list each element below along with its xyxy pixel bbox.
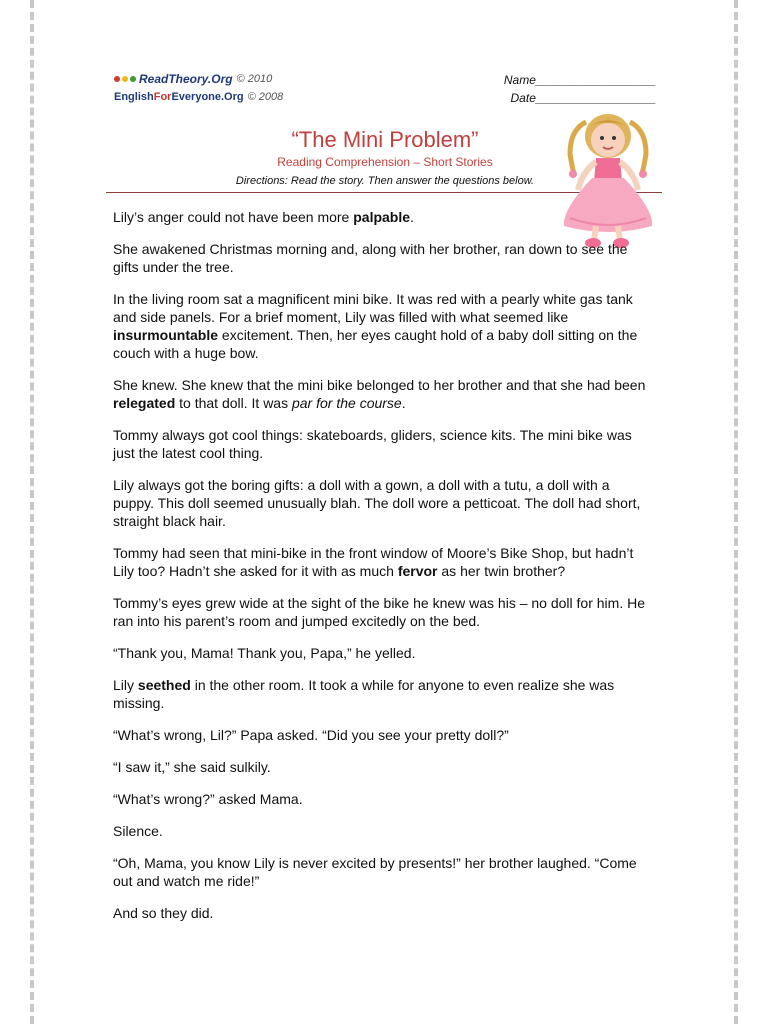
page-edge-right (734, 0, 738, 1024)
story-paragraph: Lily always got the boring gifts: a doll with a gown, a doll with a tutu, a doll with a puppy. This doll seemed unusually blah. The doll wore a petticoat. The doll had short, straight black hair. (113, 477, 641, 529)
story-paragraph: “I saw it,” she said sulkily. (113, 759, 271, 775)
story-title: “The Mini Problem” (291, 127, 479, 152)
vocab-word: palpable (353, 209, 411, 225)
story-paragraph: Silence. (113, 823, 163, 839)
story-paragraph: Tommy always got cool things: skateboards, gliders, science kits. The mini bike was just the latest cool thing. (113, 427, 632, 461)
vocab-word: insurmountable (113, 327, 219, 343)
efe-name-part2: For (153, 91, 172, 103)
yellow-dot (122, 76, 128, 82)
efe-name-part1: English (114, 91, 154, 103)
brand-block (114, 70, 283, 106)
efe-name (114, 88, 244, 106)
readtheory-copyright: © 2010 (236, 73, 273, 85)
story-paragraph: She knew. She knew that the mini bike belonged to her brother and that she had been relegated to that doll. It was par for the course. (113, 377, 646, 411)
story-paragraph: In the living room sat a magnificent mini bike. It was red with a pearly white gas tank and side panels. For a brief moment, Lily was filled with what seemed like insurmountable excitement. Then, her eyes caught hold of a baby doll sitting on the couch with a huge bow. (113, 291, 638, 361)
vocab-word: fervor (397, 563, 438, 579)
story-paragraph: Tommy had seen that mini-bike in the front window of Moore’s Bike Shop, but hadn’t Lily too? Hadn’t she asked for it with as much fervor as her twin brother? (113, 545, 634, 579)
story-paragraph: “Oh, Mama, you know Lily is never excited by presents!” her brother laughed. “Come out and watch me ride!” (113, 855, 637, 889)
red-dot (114, 76, 120, 82)
name-field[interactable]: Name__________________ (503, 73, 656, 87)
page-edge-left (30, 0, 34, 1024)
readtheory-brand (114, 70, 283, 88)
story-paragraph: Lily seethed in the other room. It took a while for anyone to even realize she was missing. (113, 677, 615, 711)
green-dot (130, 76, 136, 82)
idiom-phrase: par for the course (291, 395, 402, 411)
efe-brand (114, 88, 283, 106)
directions-text: Directions: Read the story. Then answer the questions below. (235, 175, 535, 187)
story-paragraph: She awakened Christmas morning and, along with her brother, ran down to see the gifts under the tree. (113, 241, 628, 275)
story-paragraph: Lily’s anger could not have been more palpable. (113, 209, 414, 225)
story-paragraph: And so they did. (113, 905, 214, 921)
story-body (113, 208, 653, 936)
story-paragraph: “What’s wrong, Lil?” Papa asked. “Did you see your pretty doll?” (113, 727, 509, 743)
efe-copyright: © 2008 (247, 91, 284, 103)
vocab-word: relegated (113, 395, 176, 411)
traffic-dots-icon (114, 76, 136, 82)
vocab-word: seethed (137, 677, 191, 693)
story-paragraph: Tommy’s eyes grew wide at the sight of the bike he knew was his – no doll for him. He ran into his parent’s room and jumped excitedly on the bed. (113, 595, 645, 629)
efe-name-part3: Everyone.Org (171, 91, 244, 103)
story-paragraph: “Thank you, Mama! Thank you, Papa,” he yelled. (113, 645, 416, 661)
date-field[interactable]: Date__________________ (510, 91, 656, 105)
story-paragraph: “What’s wrong?” asked Mama. (113, 791, 303, 807)
readtheory-name: ReadTheory.Org (139, 72, 233, 86)
story-subtitle: Reading Comprehension – Short Stories (277, 155, 493, 169)
name-date-block (478, 71, 656, 107)
